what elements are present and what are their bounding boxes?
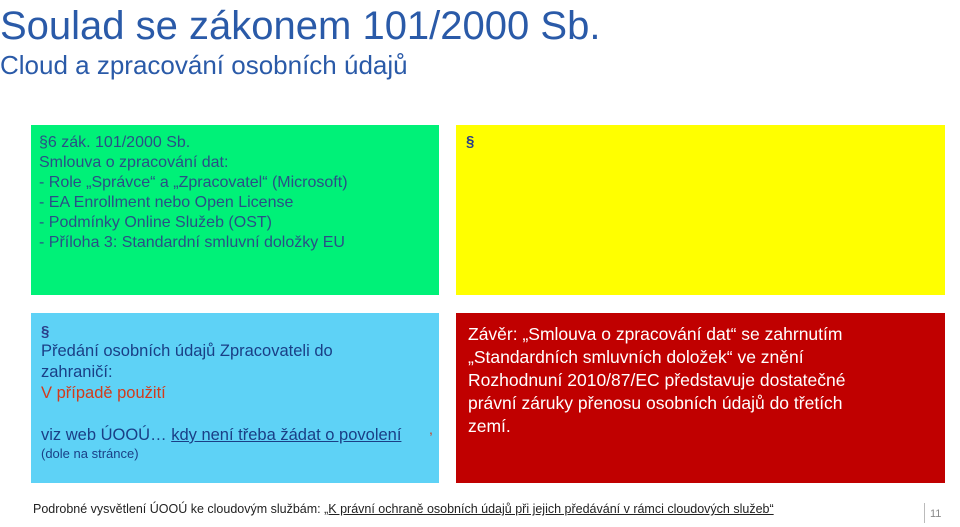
transfer-text: zahraničí:: [41, 363, 113, 381]
footer-text: [33, 501, 774, 517]
law-reference: §6 zák. 101/2000 Sb.: [39, 134, 191, 151]
conclusion-line: právní záruky přenosu osobních údajů do třetích: [468, 393, 843, 413]
usage-condition: V případě použití: [41, 384, 166, 402]
conclusion-line: Závěr: „Smlouva o zpracování dat“ se zahrnutím: [468, 324, 843, 344]
contract-item: - EA Enrollment nebo Open License: [39, 194, 294, 211]
page-number: 11: [930, 508, 942, 520]
transfer-panel: [31, 313, 439, 483]
conclusion-line: „Standardních smluvních doložek“ ve znění: [468, 347, 804, 367]
contract-heading: Smlouva o zpracování dat:: [39, 154, 229, 171]
contract-item: - Role „Správce“ a „Zpracovatel“ (Microsoft): [39, 174, 348, 191]
footer-prefix: Podrobné vysvětlení ÚOOÚ ke cloudovým službám:: [33, 502, 325, 516]
web-prefix: viz web ÚOOÚ…: [41, 426, 172, 444]
conclusion-panel: [456, 313, 945, 483]
footer-link[interactable]: „K právní ochraně osobních údajů při jejich předávání v rámci cloudových služeb“: [324, 502, 774, 516]
conclusion-line: Rozhodnuní 2010/87/EC představuje dostatečné: [468, 370, 846, 390]
transfer-text: Předání osobních údajů Zpracovateli do: [41, 342, 333, 360]
contract-item: - Podmínky Online Služeb (OST): [39, 214, 272, 231]
section-symbol: §: [41, 323, 50, 340]
slide-title: Soulad se zákonem 101/2000 Sb.: [0, 4, 601, 48]
web-reference: [41, 425, 439, 446]
comma-mark: ,: [429, 421, 433, 437]
section-symbol: §: [466, 133, 475, 150]
slide-subtitle: Cloud a zpracování osobních údajů: [0, 50, 408, 80]
page-divider: [924, 503, 925, 523]
law-panel: [31, 125, 439, 295]
section-panel: [456, 125, 945, 295]
conclusion-line: zemí.: [468, 416, 511, 436]
page-note: (dole na stránce): [41, 446, 139, 461]
contract-item: - Příloha 3: Standardní smluvní doložky EU: [39, 234, 345, 251]
permission-link[interactable]: kdy není třeba žádat o povolení: [171, 426, 402, 444]
